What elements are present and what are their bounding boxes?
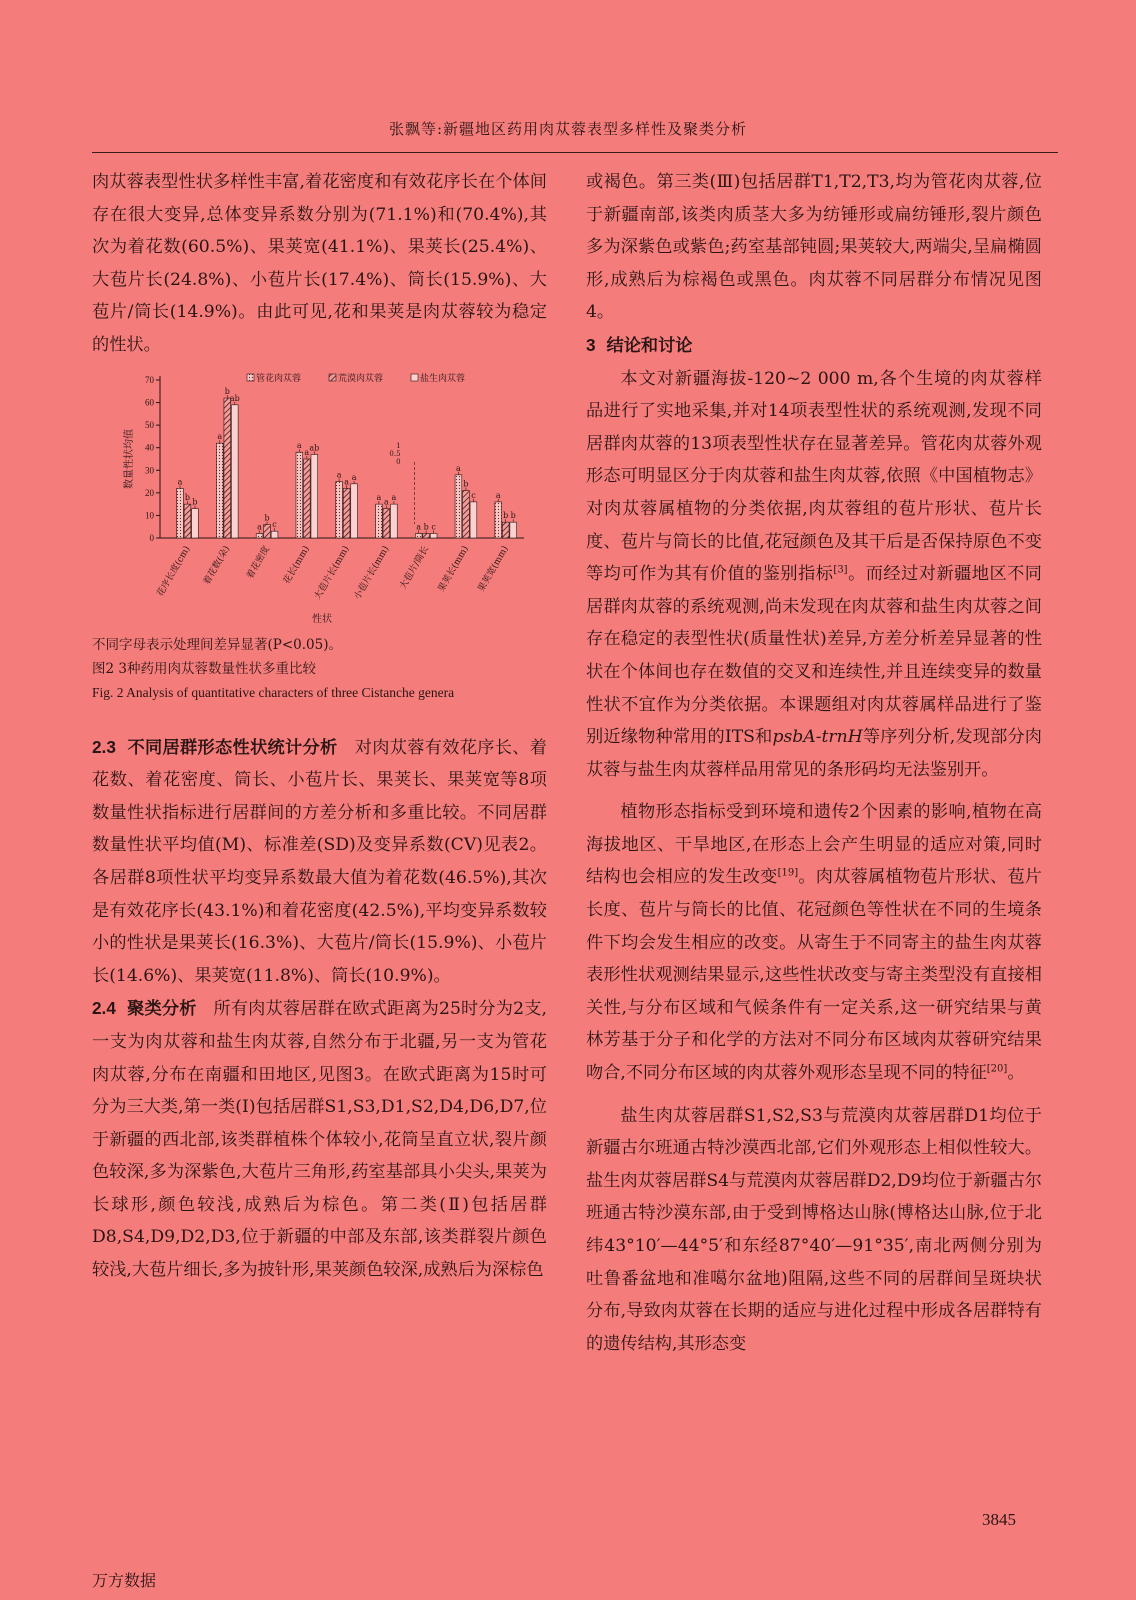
left-paragraph-1: 肉苁蓉表型性状多样性丰富,着花密度和有效花序长在个体间存在很大变异,总体变异系数分别为(71.1%)和(70.4%),其次为着花数(60.5%)、果荚宽(41.1%)、果荚长(25.4%)、大苞片长(24.8%)、小苞片长(17.4%)、筒长(15.9%)、大苞片/筒长(14.9%)。由此可见,花和果荚是肉苁蓉较为稳定的性状。 xyxy=(92,172,547,355)
p3-text-a: 植物形态指标受到环境和遗传2个因素的影响,植物在高海拔地区、干旱地区,在形态上会产生明显的适应对策,同时结构也会相应的发生改变 xyxy=(586,802,1042,888)
citation-19: [19] xyxy=(777,867,799,879)
bar xyxy=(231,404,238,537)
bar xyxy=(470,501,477,537)
legend-label: 盐生肉苁蓉 xyxy=(420,373,466,384)
legend-swatch xyxy=(247,374,254,381)
significance-letter: a xyxy=(177,476,183,486)
right-paragraph-4: 盐生肉苁蓉居群S1,S2,S3与荒漠肉苁蓉居群D1均位于新疆古尔班通古特沙漠西北部,它们外观形态上相似性较大。盐生肉苁蓉居群S4与荒漠肉苁蓉居群D2,D9均位于新疆古尔班通古特沙漠东部,由于受到博格达山脉(博格达山脉,位于北纬43°10′—44°5′和东经87°40′—91°35′,南北两侧分别为吐鲁番盆地和准噶尔盆地)阻隔,这些不同的居群间呈斑块状分布,导致肉苁蓉在长期的适应与进化过程中形成各居群特有的遗传结构,其形态变 xyxy=(586,1105,1042,1354)
bar xyxy=(415,533,422,538)
bar xyxy=(376,504,383,538)
bar xyxy=(271,531,278,538)
bar xyxy=(184,504,191,538)
right-paragraph-3 xyxy=(586,796,1042,1089)
significance-letter: a xyxy=(391,492,397,502)
citation-3: [3] xyxy=(833,564,848,576)
bar xyxy=(336,481,343,537)
x-tick-label: 花序长度(cm) xyxy=(155,544,193,599)
y-tick-label: 20 xyxy=(145,487,154,498)
bar xyxy=(351,483,358,537)
significance-letter: ab xyxy=(309,443,320,453)
footer-watermark: 万方数据 xyxy=(92,1571,157,1590)
page-number: 3845 xyxy=(982,1510,1016,1529)
citation-20: [20] xyxy=(986,1063,1008,1075)
significance-letter: a xyxy=(336,470,342,480)
p2-text-c: 等序列分析,发现部分肉苁蓉与盐生肉苁蓉样品用常见的条形码均无法鉴别开。 xyxy=(586,727,1042,780)
bar xyxy=(177,488,184,538)
bar xyxy=(463,490,470,537)
bar xyxy=(296,452,303,538)
bar xyxy=(383,508,390,537)
x-tick-label: 花长(mm) xyxy=(282,544,312,586)
running-header: 张飘等:新疆地区药用肉苁蓉表型多样性及聚类分析 xyxy=(388,120,748,138)
y-tick-label: 50 xyxy=(145,419,154,430)
p2-text-b: 。而经过对新疆地区不同居群肉苁蓉的系统观测,尚未发现在肉苁蓉和盐生肉苁蓉之间存在稳定的表型性状(质量性状)差异,方差分析差异显著的性状在个体间也存在数值的交叉和连续性,并且连续变异的数量性状不宜作为分类依据。本课题组对肉苁蓉属样品进行了鉴别近缘物种常用的ITS和 xyxy=(586,564,1042,748)
legend-label: 荒漠肉苁蓉 xyxy=(338,373,384,384)
significance-letter: b xyxy=(192,497,198,507)
section-2-4-number: 2.4 xyxy=(92,998,116,1019)
significance-letter: c xyxy=(272,519,277,529)
figure-2-chart xyxy=(92,370,547,625)
legend-label: 管花肉苁蓉 xyxy=(256,373,302,384)
section-3-heading xyxy=(586,329,1042,363)
significance-letter: c xyxy=(431,522,436,532)
bar xyxy=(343,488,350,538)
bar xyxy=(391,504,398,538)
p2-text-a: 本文对新疆海拔-120~2 000 m,各个生境的肉苁蓉样品进行了实地采集,并对14项表型性状的系统观测,发现不同居群肉苁蓉的13项表型性状存在显著差异。管花肉苁蓉外观形态可明显区分于肉苁蓉和盐生肉苁蓉,依照《中国植物志》对肉苁蓉属植物的分类依据,肉苁蓉组的苞片形状、苞片长度、苞片与筒长的比值,花冠颜色及其干后是否保持原色不变等均可作为其有价值的鉴别指标 xyxy=(586,368,1042,585)
significance-letter: b xyxy=(503,510,509,520)
significance-letter: a xyxy=(304,447,310,457)
bar xyxy=(311,454,318,538)
bar xyxy=(455,474,462,537)
figure-note: 不同字母表示处理间差异显著(P<0.05)。 xyxy=(92,636,342,653)
bar xyxy=(423,533,430,538)
header-rule xyxy=(92,152,1058,153)
inset-tick-label: 1 xyxy=(396,441,401,450)
significance-letter: a xyxy=(351,472,357,482)
bar xyxy=(256,533,263,538)
section-2-3 xyxy=(92,731,547,993)
significance-letter: b xyxy=(224,386,230,396)
gene-name: psbA-trnH xyxy=(772,727,863,748)
bar xyxy=(303,459,310,538)
section-2-3-text: 对肉苁蓉有效花序长、着花数、着花密度、筒长、小苞片长、果荚长、果荚宽等8项数量性状指标进行居群间的方差分析和多重比较。不同居群数量性状平均值(M)、标准差(SD)及变异系数(CV)见表2。各居群8项性状平均变异系数最大值为着花数(46.5%),其次是有效花序长(43.1%)和着花密度(42.5%),平均变异系数较小的性状是果荚长(16.3%)、大苞片/筒长(15.9%)、小苞片长(14.6%)、果荚宽(11.8%)、筒长(10.9%)。 xyxy=(92,737,547,986)
section-2-4-title: 聚类分析 xyxy=(127,999,197,1020)
figure-caption-en: Fig. 2 Analysis of quantitative characters of three Cistanche genera xyxy=(92,684,455,700)
right-paragraph-2 xyxy=(586,363,1042,787)
significance-letter: a xyxy=(383,497,389,507)
x-tick-label: 大苞片/筒长 xyxy=(398,544,432,591)
x-axis-label: 性状 xyxy=(312,613,332,625)
significance-letter: a xyxy=(217,431,223,441)
significance-letter: a xyxy=(296,440,302,450)
significance-letter: b xyxy=(463,479,469,489)
x-tick-label: 果荚宽(mm) xyxy=(476,544,511,594)
significance-letter: a xyxy=(376,492,382,502)
p3-text-b: 。肉苁蓉属植物苞片形状、苞片长度、苞片与筒长的比值、花冠颜色等性状在不同的生境条件下均会发生相应的改变。从寄生于不同寄主的盐生肉苁蓉表形性状观测结果显示,这些性状改变与寄主类型没有直接相关性,与分布区域和气候条件有一定关系,这一研究结果与黄林芳基于分子和化学的方法对不同分布区域肉苁蓉研究结果吻合,不同分布区域的肉苁蓉外观形态呈现不同的特征 xyxy=(586,867,1042,1084)
legend-swatch xyxy=(329,374,336,381)
significance-letter: a xyxy=(456,463,461,473)
y-tick-label: 0 xyxy=(149,532,154,543)
inset-tick-label: 0 xyxy=(396,457,401,466)
section-3-title: 结论和讨论 xyxy=(606,335,693,356)
right-column xyxy=(586,166,1042,1360)
x-tick-label: 大苞片长(mm) xyxy=(312,544,352,602)
bar xyxy=(510,522,517,538)
figure-caption-cn: 图2 3种药用肉苁蓉数量性状多重比较 xyxy=(92,660,316,677)
left-column xyxy=(92,166,547,1287)
significance-letter: c xyxy=(471,490,476,500)
section-2-3-number: 2.3 xyxy=(92,736,116,757)
section-2-4-text: 所有肉苁蓉居群在欧式距离为25时分为2支,一支为肉苁蓉和盐生肉苁蓉,自然分布于北疆,另一支为管花肉苁蓉,分布在南疆和田地区,见图3。在欧式距离为15时可分为三大类,第一类(Ⅰ)包括居群S1,S3,D1,S2,D4,D6,D7,位于新疆的西北部,该类群植株个体较小,花筒呈直立状,裂片颜色较深,多为深紫色,大苞片三角形,药室基部具小尖头,果荚为长球形,颜色较浅,成熟后为棕色。第二类(Ⅱ)包括居群D8,S4,D9,D2,D3,位于新疆的中部及东部,该类群裂片颜色较浅,大苞片细长,多为披针形,果荚颜色较深,成熟后为深棕色 xyxy=(92,999,548,1281)
x-tick-label: 着花数(朵) xyxy=(202,544,233,587)
legend-swatch xyxy=(411,374,418,381)
bar xyxy=(224,398,231,538)
significance-letter: b xyxy=(264,513,270,523)
x-tick-label: 果荚长(mm) xyxy=(436,544,471,594)
y-tick-label: 10 xyxy=(145,509,154,520)
significance-letter: ab xyxy=(229,393,240,403)
inset-tick-label: 0.5 xyxy=(389,449,401,458)
significance-letter: a xyxy=(257,522,262,532)
y-tick-label: 30 xyxy=(145,464,154,475)
significance-letter: a xyxy=(344,476,349,486)
significance-letter: b xyxy=(423,522,429,532)
bar xyxy=(502,522,509,538)
y-tick-label: 70 xyxy=(145,374,154,385)
significance-letter: a xyxy=(416,522,422,532)
significance-letter: a xyxy=(495,490,501,500)
x-tick-label: 小苞片长(mm) xyxy=(352,544,392,602)
bar xyxy=(430,533,437,538)
section-2-3-title: 不同居群形态性状统计分析 xyxy=(127,737,338,758)
significance-letter: b xyxy=(510,510,516,520)
y-tick-label: 40 xyxy=(145,442,154,453)
section-2-4 xyxy=(92,992,547,1286)
bar xyxy=(216,443,223,538)
y-axis-label: 数量性状均值 xyxy=(124,428,135,489)
bar xyxy=(495,501,502,537)
bar xyxy=(264,524,271,538)
section-3-number: 3 xyxy=(586,334,596,355)
right-paragraph-1: 或褐色。第三类(Ⅲ)包括居群T1,T2,T3,均为管花肉苁蓉,位于新疆南部,该类肉质茎大多为纺锤形或扁纺锤形,裂片颜色多为深紫色或紫色;药室基部钝圆;果荚较大,两端尖,呈扁椭圆形,成熟后为棕褐色或黑色。肉苁蓉不同居群分布情况见图4。 xyxy=(586,172,1042,323)
x-tick-label: 着花密度 xyxy=(245,544,273,581)
bar xyxy=(192,508,199,537)
y-tick-label: 60 xyxy=(145,397,154,408)
significance-letter: b xyxy=(184,492,191,502)
figure-2 xyxy=(92,370,547,625)
p3-text-c: 。 xyxy=(1007,1063,1025,1084)
